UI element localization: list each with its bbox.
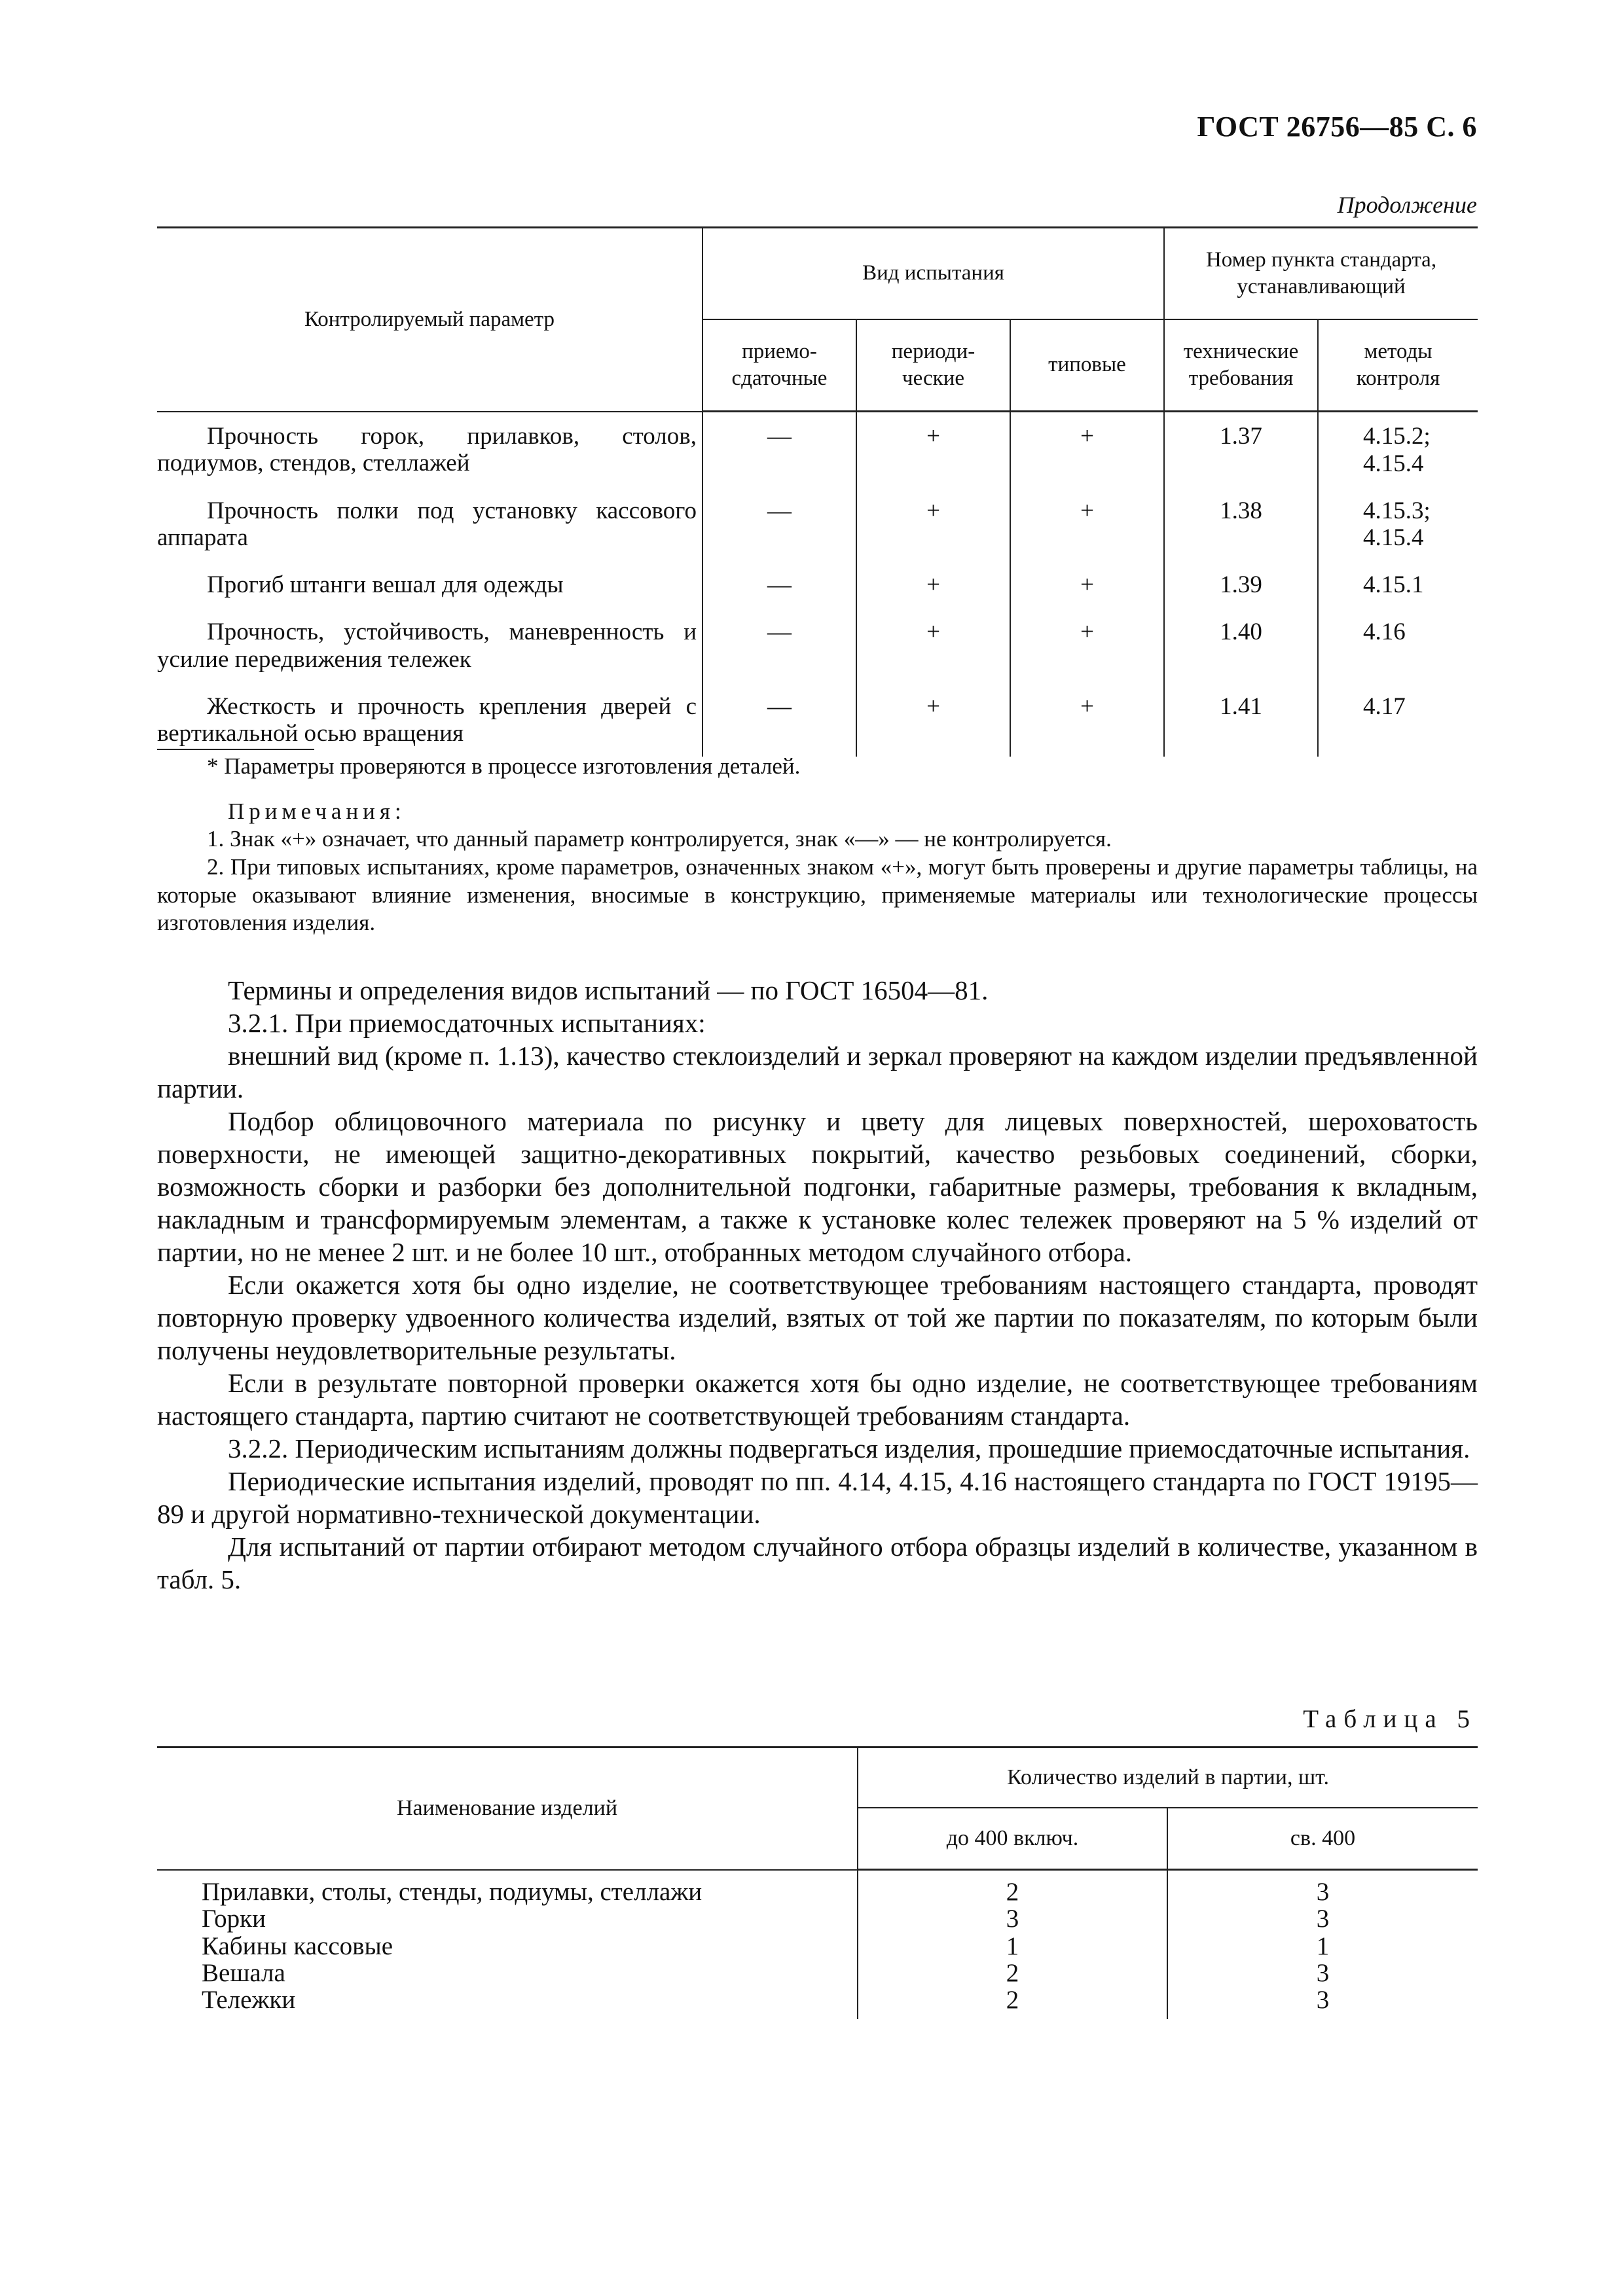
method-cell: 4.17 <box>1318 683 1478 757</box>
table-row <box>157 1933 1478 1960</box>
acceptance-cell: — <box>702 683 856 757</box>
upto-400-cell: 1 <box>858 1933 1167 1960</box>
header-acceptance: приемо- сдаточные <box>702 319 856 412</box>
param-cell: Прочность, устойчивость, маневренность и усилие передвижения тележек <box>157 618 697 673</box>
tech-req-cell: 1.37 <box>1164 412 1318 487</box>
header-upto-400: до 400 включ. <box>858 1808 1167 1870</box>
table-row <box>157 1905 1478 1932</box>
header-periodic: периоди- ческие <box>856 319 1010 412</box>
body-text <box>157 974 1478 1596</box>
over-400-cell: 3 <box>1167 1986 1478 2018</box>
method-cell: 4.15.1 <box>1318 561 1478 608</box>
upto-400-cell: 2 <box>858 1960 1167 1986</box>
paragraph: 3.2.2. Периодическим испытаниям должны подвергаться изделия, прошедшие приемосдаточные испытания. <box>228 1433 1470 1464</box>
param-cell: Прочность полки под установку кассового аппарата <box>157 497 697 552</box>
method-cell: 4.16 <box>1318 608 1478 683</box>
notes-block <box>157 751 1478 937</box>
notes-title: Примечания: <box>228 798 406 824</box>
header-batch-quantity: Количество изделий в партии, шт. <box>858 1748 1478 1808</box>
header-product-name: Наименование изделий <box>157 1748 858 1870</box>
header-test-type: Вид испытания <box>702 228 1164 320</box>
product-name-cell: Кабины кассовые <box>202 1931 393 1960</box>
table5-caption: Таблица 5 <box>1303 1705 1477 1733</box>
periodic-cell: + <box>856 412 1010 487</box>
table-continuation-label: Продолжение <box>1337 192 1477 218</box>
tech-req-cell: 1.38 <box>1164 487 1318 562</box>
header-control-methods: методы контроля <box>1318 319 1478 412</box>
type-test-cell: + <box>1010 608 1164 683</box>
table-row <box>157 608 1478 683</box>
paragraph: Если окажется хотя бы одно изделие, не соответствующее требованиям настоящего стандарта, проводят повторную проверку удвоенного количества изделий, взятых от той же партии по показателям, по которым были получены неудовлетворительные результаты. <box>157 1270 1478 1366</box>
product-name-cell: Тележки <box>202 1986 296 2015</box>
param-cell: Жесткость и прочность крепления дверей с вертикальной осью вращения <box>157 692 697 747</box>
upto-400-cell: 2 <box>858 1986 1167 2018</box>
over-400-cell: 3 <box>1167 1870 1478 1906</box>
header-standard-clause: Номер пункта стандарта, устанавливающий <box>1164 228 1478 320</box>
type-test-cell: + <box>1010 412 1164 487</box>
header-over-400: св. 400 <box>1167 1808 1478 1870</box>
table-row <box>157 412 1478 487</box>
periodic-cell: + <box>856 561 1010 608</box>
tech-req-cell: 1.39 <box>1164 561 1318 608</box>
page-header: ГОСТ 26756—85 С. 6 <box>1197 111 1477 143</box>
footnote-divider <box>157 749 314 750</box>
acceptance-cell: — <box>702 487 856 562</box>
test-parameters-table <box>157 226 1478 757</box>
product-name-cell: Прилавки, столы, стенды, подиумы, стеллажи <box>202 1877 702 1906</box>
upto-400-cell: 3 <box>858 1905 1167 1932</box>
acceptance-cell: — <box>702 608 856 683</box>
upto-400-cell: 2 <box>858 1870 1167 1906</box>
type-test-cell: + <box>1010 487 1164 562</box>
paragraph: Термины и определения видов испытаний — по ГОСТ 16504—81. <box>228 975 989 1005</box>
acceptance-cell: — <box>702 561 856 608</box>
table-row <box>157 1986 1478 2018</box>
paragraph: Если в результате повторной проверки окажется хотя бы одно изделие, не соответствующее требованиям настоящего стандарта, партию считают не соответствующей требованиям стандарта. <box>157 1368 1478 1431</box>
over-400-cell: 1 <box>1167 1933 1478 1960</box>
acceptance-cell: — <box>702 412 856 487</box>
type-test-cell: + <box>1010 683 1164 757</box>
periodic-cell: + <box>856 683 1010 757</box>
paragraph: внешний вид (кроме п. 1.13), качество стеклоизделий и зеркал проверяют на каждом изделии предъявленной партии. <box>157 1041 1478 1104</box>
param-cell: Прогиб штанги вешал для одежды <box>207 571 564 599</box>
over-400-cell: 3 <box>1167 1960 1478 1986</box>
paragraph: Подбор облицовочного материала по рисунку и цвету для лицевых поверхностей, шероховатость поверхности, не имеющей защитно-декоративных покрытий, качество резьбовых соединений, сборки, возможность сборки и разборки без дополнительной подгонки, габаритные размеры, требования к вкладным, накладным и трансформируемым элементам, а также к установке колес тележек проверяют на 5 % изделий от партии, но не менее 2 шт. и не более 10 шт., отобранных методом случайного отбора. <box>157 1106 1478 1268</box>
note-item: 2. При типовых испытаниях, кроме параметров, означенных знаком «+», могут быть проверены и другие параметры таблицы, на которые оказывают влияние изменения, вносимые в конструкцию, применяемые материалы или технологические процессы изготовления изделия. <box>157 854 1478 936</box>
type-test-cell: + <box>1010 561 1164 608</box>
tech-req-cell: 1.40 <box>1164 608 1318 683</box>
note-item: 1. Знак «+» означает, что данный параметр контролируется, знак «—» — не контролируется. <box>207 826 1112 852</box>
header-controlled-parameter: Контролируемый параметр <box>157 228 702 412</box>
table-row <box>157 1870 1478 1906</box>
header-type-tests: типовые <box>1010 319 1164 412</box>
sample-size-table <box>157 1746 1478 2019</box>
paragraph: 3.2.1. При приемосдаточных испытаниях: <box>228 1008 706 1039</box>
table-row <box>157 487 1478 562</box>
paragraph: Для испытаний от партии отбирают методом случайного отбора образцы изделий в количестве, указанном в табл. 5. <box>157 1532 1478 1595</box>
method-cell: 4.15.2; 4.15.4 <box>1318 412 1478 487</box>
periodic-cell: + <box>856 608 1010 683</box>
product-name-cell: Горки <box>202 1905 266 1933</box>
header-technical-requirements: технические требования <box>1164 319 1318 412</box>
method-cell: 4.15.3; 4.15.4 <box>1318 487 1478 562</box>
table-row <box>157 1960 1478 1986</box>
periodic-cell: + <box>856 487 1010 562</box>
param-cell: Прочность горок, прилавков, столов, подиумов, стендов, стеллажей <box>157 422 697 477</box>
footnote: * Параметры проверяются в процессе изготовления деталей. <box>207 753 801 779</box>
paragraph: Периодические испытания изделий, проводят по пп. 4.14, 4.15, 4.16 настоящего стандарта по ГОСТ 19195—89 и другой нормативно-технической документации. <box>157 1466 1478 1530</box>
over-400-cell: 3 <box>1167 1905 1478 1932</box>
table-row <box>157 561 1478 608</box>
table-row <box>157 683 1478 757</box>
product-name-cell: Вешала <box>202 1958 285 1987</box>
tech-req-cell: 1.41 <box>1164 683 1318 757</box>
